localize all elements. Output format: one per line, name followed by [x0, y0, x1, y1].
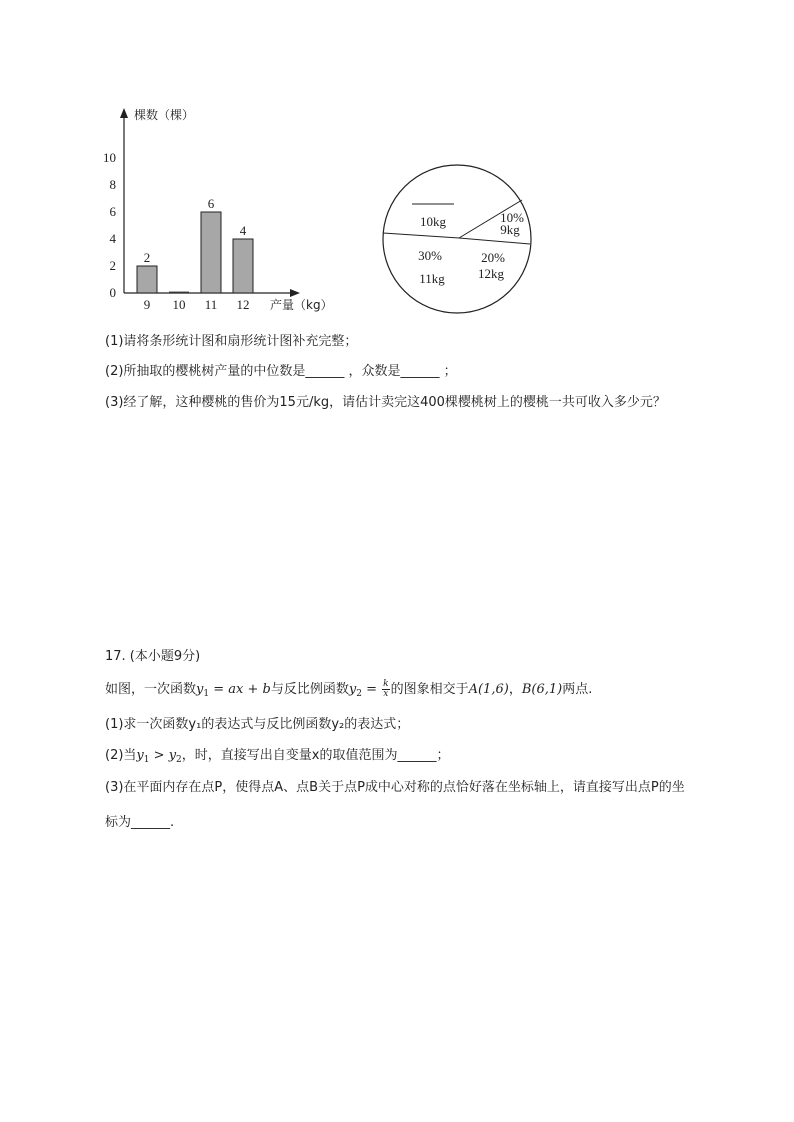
y-tick-label: 2 — [109, 258, 116, 273]
point-sep: ， — [508, 682, 522, 697]
y-tick-label: 4 — [109, 231, 116, 246]
pie-slice-label: 9kg — [500, 222, 520, 237]
k-over-x-fraction — [382, 680, 389, 699]
q16-part2: (2)所抽取的樱桃树产量的中位数是______ ，众数是______ ； — [105, 364, 457, 379]
bar-data-label: 4 — [239, 223, 247, 238]
stem-text-c: 的图象相交于 — [390, 682, 469, 697]
pie-chart — [375, 160, 545, 320]
y-axis-title: 棵数（棵） — [134, 108, 195, 122]
frac-num: k — [383, 679, 389, 689]
q17-stem — [105, 680, 592, 703]
pie-slice-percent: 20% — [481, 250, 505, 265]
pie-slice-label: 12kg — [478, 266, 504, 281]
y2-symbol — [348, 679, 391, 699]
y-tick-label: 0 — [109, 285, 116, 300]
q17-header: 17. (本小题9分) — [105, 649, 201, 664]
y-axis-arrow — [120, 108, 128, 118]
x-tick-label: 10 — [172, 297, 186, 312]
point-a: A(1,6) — [468, 682, 509, 697]
q17-part1: (1)求一次函数y₁的表达式与反比例函数y₂的表达式； — [105, 717, 410, 732]
pie-outline — [383, 165, 531, 313]
y1-rhs: = ax + b — [209, 682, 271, 697]
x-axis-arrow — [290, 289, 300, 297]
q17-part3-line1: (3)在平面内存在点P，使得点A、点B关于点P成中心对称的点恰好落在坐标轴上，请直接写出点P的坐 — [105, 780, 685, 795]
y1-var: y — [196, 682, 204, 697]
y-tick-label: 8 — [109, 177, 116, 192]
stem-text-a: 如图，一次函数 — [105, 682, 197, 697]
p2-text-b: ，时，直接写出自变量x的取值范围为______； — [181, 748, 450, 763]
y-tick-label: 10 — [103, 150, 116, 165]
bar-chart — [100, 100, 360, 320]
p2-text-a: (2)当 — [105, 748, 137, 763]
pie-slice-percent: 10% — [500, 210, 524, 225]
x-tick-label: 12 — [236, 297, 250, 312]
y-tick-label: 6 — [109, 204, 116, 219]
pie-slice-percent: 30% — [418, 248, 442, 263]
ineq-sub1: 1 — [143, 755, 150, 765]
q16-part3: (3)经了解，这种樱桃的售价为15元/kg，请估计卖完这400棵樱桃树上的樱桃一共可收入多少元？ — [105, 395, 666, 410]
x-tick-label: 11 — [204, 297, 218, 312]
y2-var: y — [348, 682, 357, 697]
pie-slice-label: 10kg — [420, 214, 446, 229]
stem-text-d: 两点. — [562, 682, 593, 697]
y1-symbol — [196, 682, 271, 697]
bar-data-label: 2 — [143, 250, 151, 265]
pie-slice-label: 11kg — [419, 271, 445, 286]
x-tick-label: 9 — [143, 297, 151, 312]
q17-part2 — [105, 747, 449, 769]
bar — [233, 239, 253, 293]
bar — [201, 212, 221, 293]
y1-sub: 1 — [203, 689, 210, 699]
bar — [137, 266, 157, 293]
q17-part3-line2: 标为______. — [105, 815, 175, 830]
inequality — [136, 748, 181, 763]
x-axis-title: 产量（kg） — [270, 298, 333, 312]
ineq-y2: y — [168, 748, 177, 763]
y2-sub: 2 — [356, 689, 362, 699]
ineq-y1: y — [136, 748, 144, 763]
y2-eq: = — [361, 682, 382, 697]
point-b: B(6,1) — [521, 682, 563, 697]
q16-part1: (1)请将条形统计图和扇形统计图补充完整； — [105, 334, 358, 349]
ineq-sub2: 2 — [176, 755, 182, 765]
frac-den: x — [383, 689, 389, 699]
bar-data-label: 6 — [207, 196, 215, 211]
stem-text-b: 与反比例函数 — [270, 682, 349, 697]
ineq-gt: > — [149, 748, 169, 763]
